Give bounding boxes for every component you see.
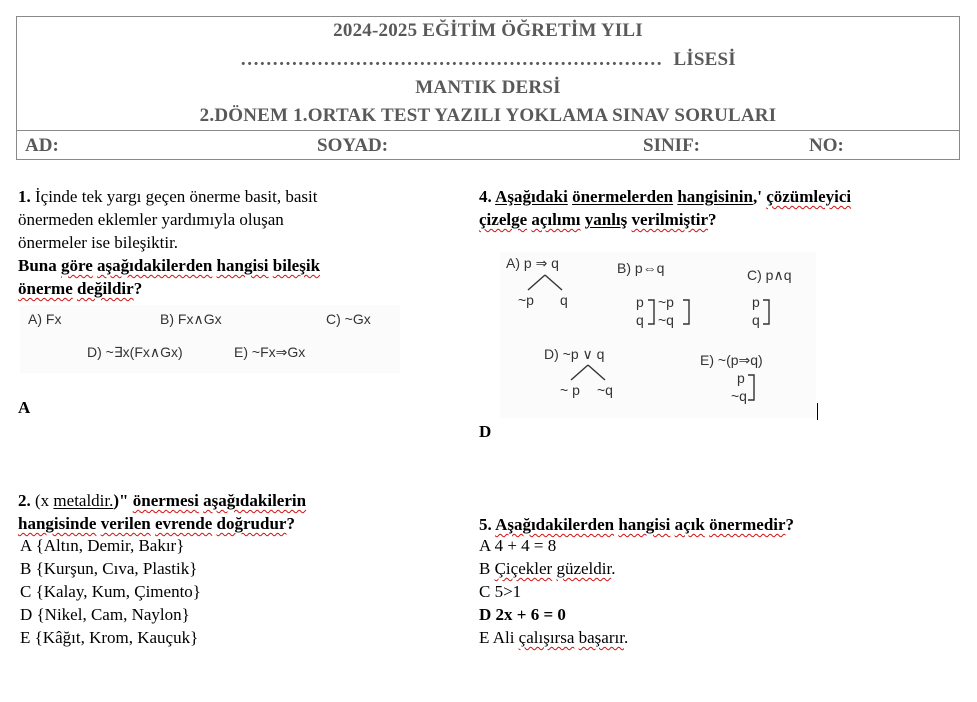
field-no: NO: bbox=[809, 135, 844, 156]
q4-c-1: p bbox=[752, 294, 760, 310]
q1-option-e: E) ~Fx⇒Gx bbox=[234, 344, 306, 360]
header-course: MANTIK DERSİ bbox=[415, 77, 561, 98]
q1-option-c: C) ~Gx bbox=[326, 311, 371, 327]
q1-line-3: önermeler ise bileşiktir. bbox=[18, 233, 179, 252]
q1-option-d: D) ~∃x(Fx∧Gx) bbox=[87, 344, 183, 360]
text-cursor bbox=[817, 403, 818, 420]
q2-option-a: A {Altın, Demir, Bakır} bbox=[20, 536, 185, 555]
q4-b-left-1: p bbox=[636, 294, 644, 310]
q4-a-left: ~p bbox=[518, 292, 534, 308]
q4-d-head: D) ~p ∨ q bbox=[544, 346, 605, 362]
q5-option-d: D 2x + 6 = 0 bbox=[479, 605, 566, 624]
q2-line-2: hangisinde verilen evrende doğrudur? bbox=[18, 514, 295, 533]
q4-e-1: p bbox=[737, 370, 745, 386]
q2-option-d: D {Nikel, Cam, Naylon} bbox=[20, 605, 190, 624]
q5-option-e: E Ali çalışırsa başarır. bbox=[479, 628, 629, 647]
q4-a-head: A) p ⇒ q bbox=[506, 255, 559, 271]
q4-answer: D bbox=[479, 422, 492, 441]
exam-header bbox=[16, 16, 960, 160]
question-5: 5. Aşağıdakilerden hangisi açık önermedir? bbox=[479, 515, 795, 534]
field-ad: AD: bbox=[25, 135, 59, 156]
q4-a-right: q bbox=[560, 292, 568, 308]
q4-b-left-2: q bbox=[636, 312, 644, 328]
q4-d-left: ~ p bbox=[560, 382, 580, 398]
school-name-blank: ………………………………………………………… bbox=[240, 49, 663, 70]
header-exam: 2.DÖNEM 1.ORTAK TEST YAZILI YOKLAMA SINAV SORULARI bbox=[199, 105, 777, 126]
q4-c-2: q bbox=[752, 312, 760, 328]
field-sinif: SINIF: bbox=[643, 135, 701, 156]
q1-option-a: A) Fx bbox=[28, 311, 62, 327]
q5-option-c: C 5>1 bbox=[479, 582, 522, 601]
q2-option-e: E {Kâğıt, Krom, Kauçuk} bbox=[20, 628, 199, 647]
q2-option-c: C {Kalay, Kum, Çimento} bbox=[20, 582, 201, 601]
header-school: LİSESİ bbox=[673, 49, 736, 70]
q4-b-right-2: ~q bbox=[658, 312, 674, 328]
q1-prompt-line-1: Buna göre aşağıdakilerden hangisi bileşik bbox=[18, 256, 321, 275]
field-soyad: SOYAD: bbox=[317, 135, 389, 156]
question-4 bbox=[479, 185, 949, 231]
q4-c-head: C) p∧q bbox=[747, 267, 792, 283]
q4-b-head: B) p⇔q bbox=[617, 260, 665, 276]
q4-line-1: 4. Aşağıdaki önermelerden hangisinin,' çözümleyici bbox=[479, 187, 852, 206]
question-2 bbox=[18, 489, 438, 535]
q1-answer: A bbox=[18, 398, 31, 417]
header-year: 2024-2025 EĞİTİM ÖĞRETİM YILI bbox=[333, 20, 643, 41]
question-1 bbox=[18, 185, 438, 300]
q1-prompt-line-2: önerme değildir? bbox=[18, 279, 143, 298]
q5-option-b: B Çiçekler güzeldir. bbox=[479, 559, 616, 578]
header-school-line bbox=[17, 49, 959, 71]
q1-line-2: önermeden eklemler yardımıyla oluşan bbox=[18, 210, 284, 229]
q4-b-right-1: ~p bbox=[658, 294, 674, 310]
q2-option-b: B {Kurşun, Cıva, Plastik} bbox=[20, 559, 198, 578]
q4-d-right: ~q bbox=[597, 382, 613, 398]
q5-option-a: A 4 + 4 = 8 bbox=[479, 536, 557, 555]
q4-tableau-figure bbox=[500, 252, 816, 418]
q4-e-2: ~q bbox=[731, 388, 747, 404]
q1-option-b: B) Fx∧Gx bbox=[160, 311, 222, 327]
q4-line-2: çizelge açılımı yanlış verilmiştir? bbox=[479, 210, 717, 229]
header-divider bbox=[17, 130, 959, 131]
q1-line-1: 1. İçinde tek yargı geçen önerme basit, basit bbox=[18, 187, 318, 206]
q4-e-head: E) ~(p⇒q) bbox=[700, 352, 763, 368]
q2-line-1: 2. (x metaldir.)" önermesi aşağıdakilerin bbox=[18, 491, 307, 510]
q1-options-figure bbox=[20, 305, 400, 373]
